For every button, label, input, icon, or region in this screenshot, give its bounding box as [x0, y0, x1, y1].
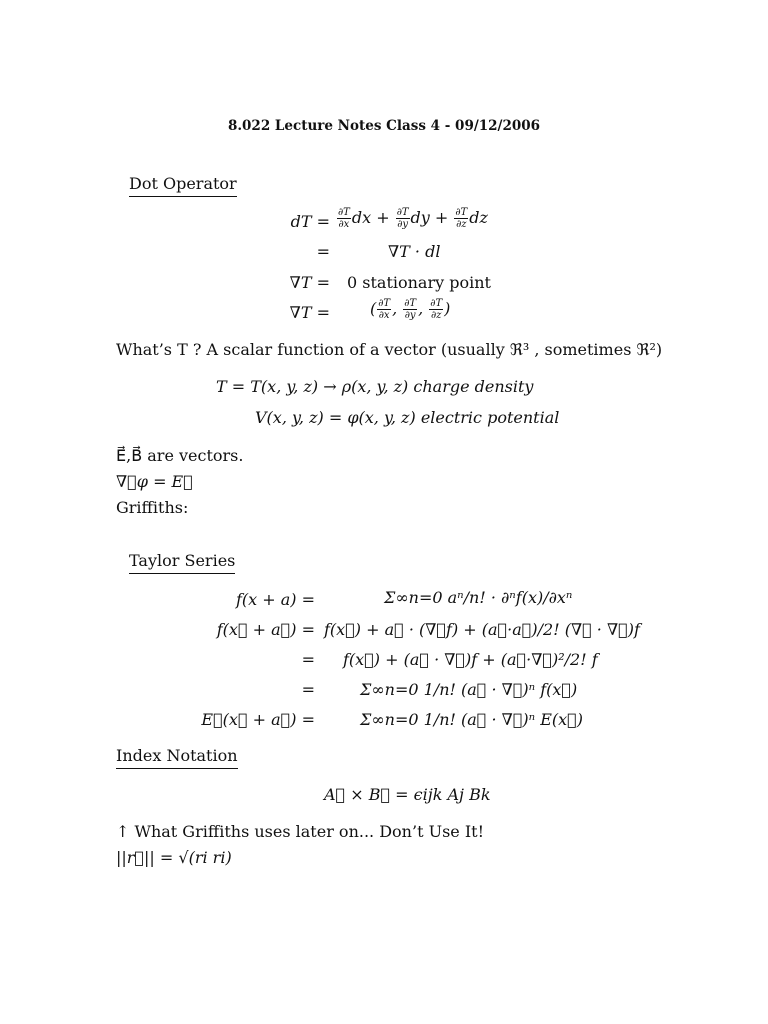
eq-cross-product: A⃗ × B⃗ = ϵijk Aj Bk	[324, 785, 491, 804]
taylor-lhs-5: E⃗(x⃗ + a⃗) =	[201, 710, 315, 729]
taylor-rhs-2: f(x⃗) + a⃗ · (∇⃗f) + (a⃗·a⃗)/2! (∇⃗ · ∇⃗)f	[324, 620, 640, 639]
eq-gradt-rhs: ( $\frac{\partial T}{\partial x}$ , $\frac{\partial T}{\partial y}$ , $\frac{\partial T}{\partial z}$ )	[370, 298, 451, 321]
eq-norm: ||r⃗|| = √(ri ri)	[116, 848, 232, 867]
taylor-rhs-5: Σ∞n=0 1/n! (a⃗ · ∇⃗)ⁿ E(x⃗)	[360, 710, 584, 729]
eq-equals-1: =	[316, 242, 330, 261]
taylor-lhs-3: =	[301, 650, 315, 669]
eq-grad-dot-dl: ∇T · dl	[388, 242, 441, 261]
eq-dt-lhs	[230, 212, 330, 231]
eq-gradt-lhs-1: ∇T =	[289, 273, 330, 292]
eq-stationary-point: 0 stationary point	[347, 273, 491, 292]
section-heading-dot-operator: Dot Operator	[129, 174, 237, 197]
vectors-statement: E⃗,B⃗ are vectors.	[116, 446, 244, 465]
taylor-lhs-2: f(x⃗ + a⃗) =	[216, 620, 315, 639]
eq-gradt-lhs-2: ∇T =	[289, 303, 330, 322]
eq-grad-phi: ∇⃗φ = E⃗	[116, 472, 193, 491]
question-text: What’s T ? A scalar function of a vector (usually ℜ³ , sometimes ℜ²)	[116, 340, 663, 359]
section-heading-taylor-series: Taylor Series	[129, 551, 235, 574]
taylor-lhs-1: f(x + a) =	[235, 590, 315, 609]
taylor-rhs-1: Σ∞n=0 aⁿ/n! · ∂ⁿf(x)/∂xⁿ	[384, 588, 573, 607]
taylor-lhs-4: =	[301, 680, 315, 699]
griffiths-label: Griffiths:	[116, 498, 189, 517]
page-title: 8.022 Lecture Notes Class 4 - 09/12/2006	[227, 118, 541, 134]
eq-dt-lhs-text: dT =	[290, 212, 330, 231]
section-heading-index-notation: Index Notation	[116, 746, 238, 769]
griffiths-note: ↑ What Griffiths uses later on... Don’t Use It!	[116, 822, 485, 841]
taylor-rhs-3: f(x⃗) + (a⃗ · ∇⃗)f + (a⃗·∇⃗)²/2! f	[343, 650, 598, 669]
eq-t-charge-density: T = T(x, y, z) → ρ(x, y, z) charge density	[216, 377, 534, 396]
eq-dt-rhs: $\frac{\partial T}{\partial x}$ dx + $\frac{\partial T}{\partial y}$ dy + $\frac{\partial T}{\partial z}$ dz	[338, 207, 488, 230]
taylor-rhs-4: Σ∞n=0 1/n! (a⃗ · ∇⃗)ⁿ f(x⃗)	[360, 680, 578, 699]
eq-v-electric-potential: V(x, y, z) = φ(x, y, z) electric potential	[255, 408, 560, 427]
